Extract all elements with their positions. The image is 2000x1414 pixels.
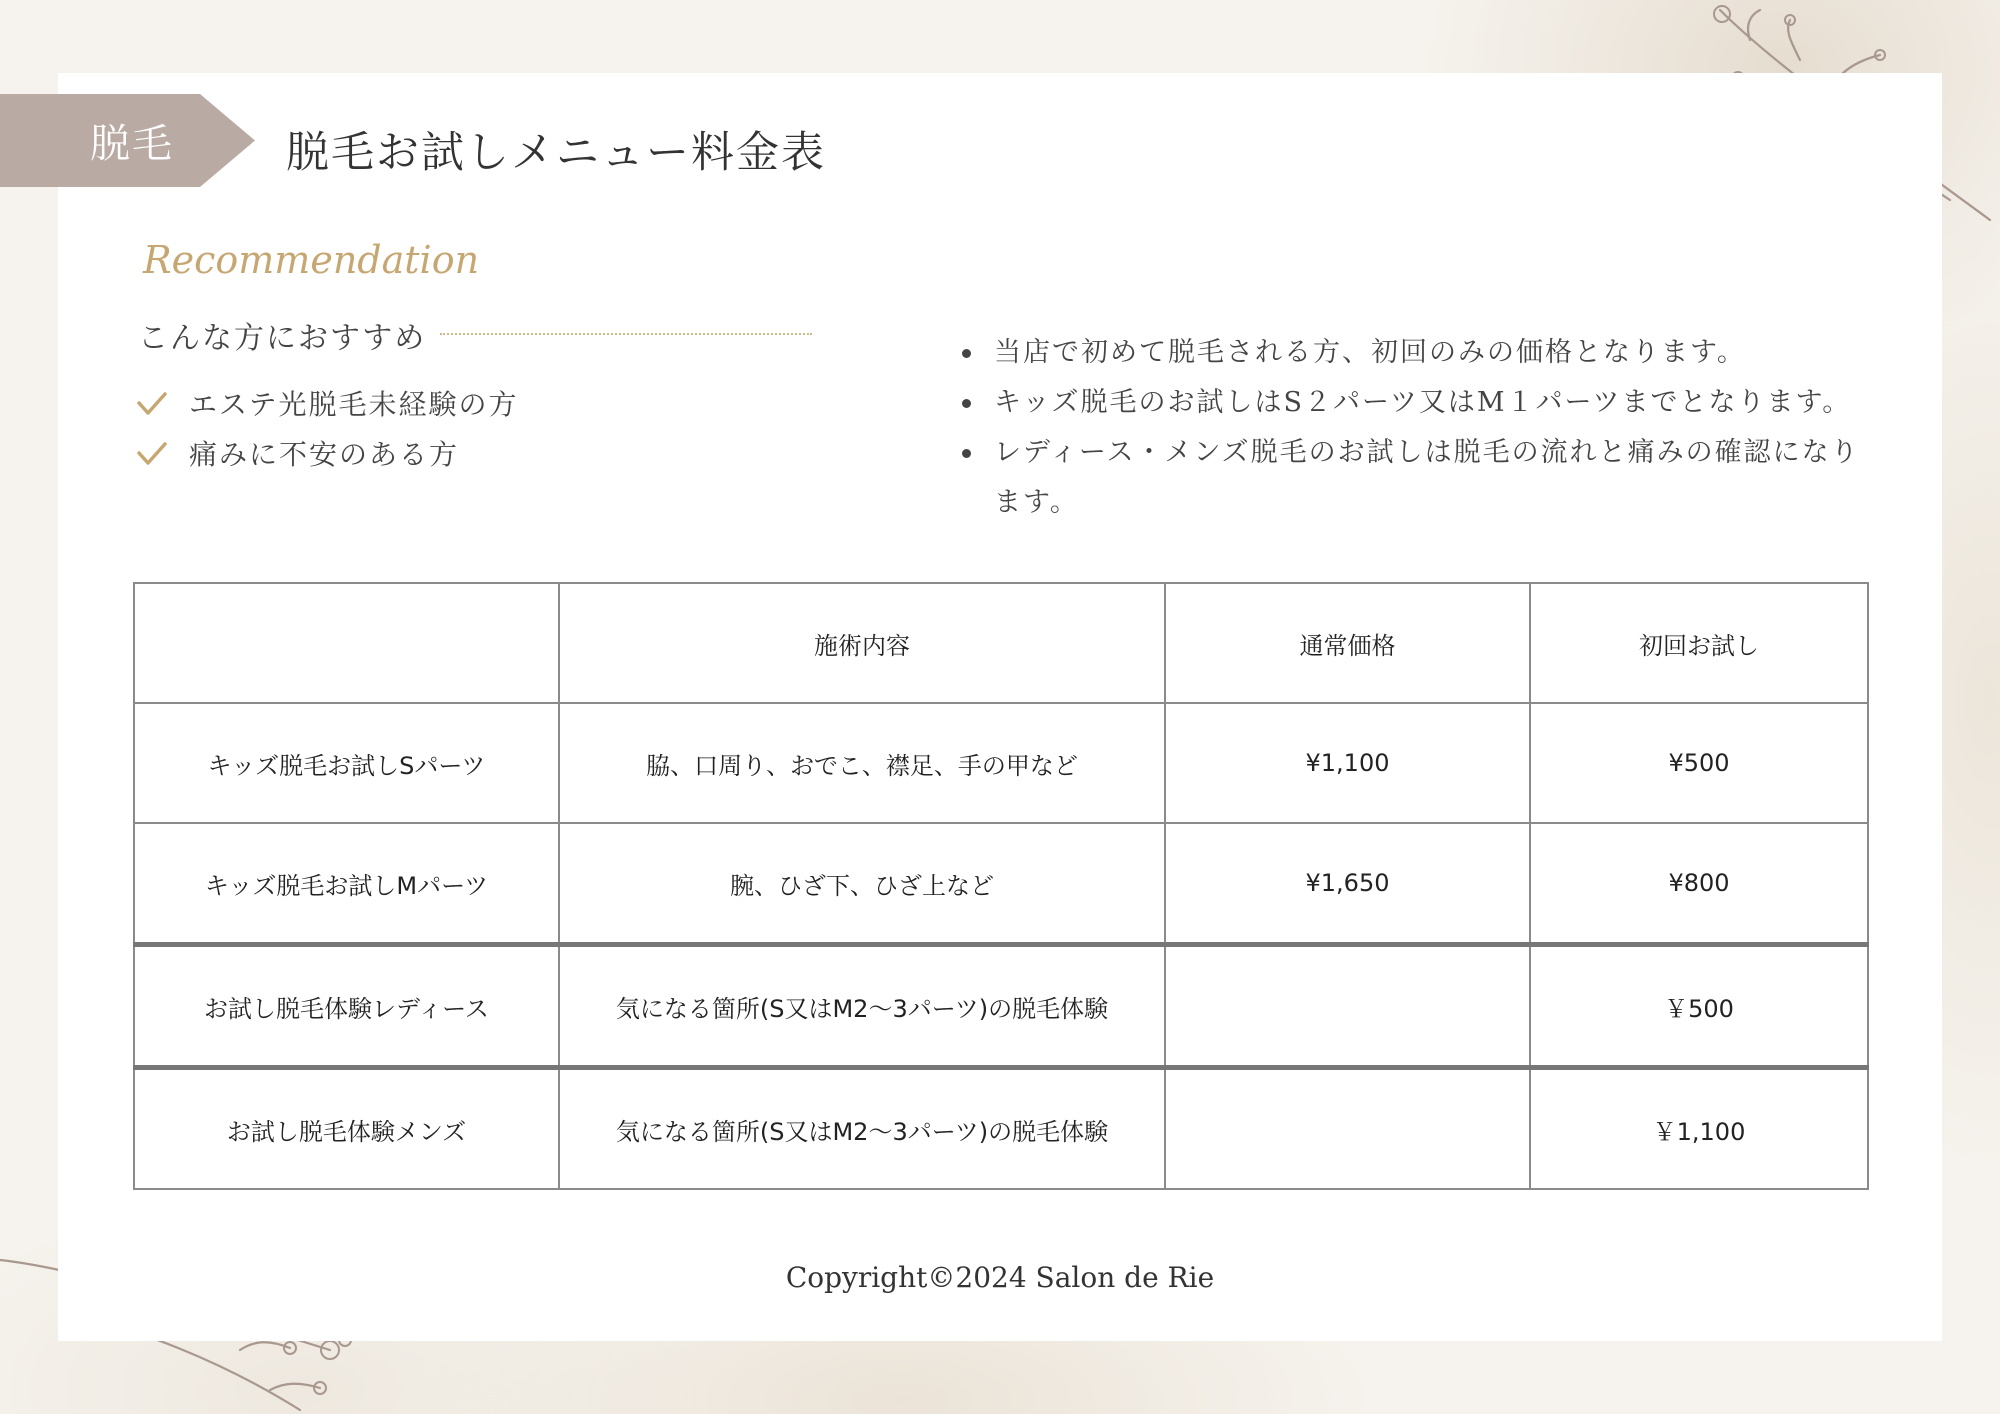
- copyright-text: Copyright©2024 Salon de Rie: [785, 1261, 1215, 1294]
- recommendation-list: [135, 378, 518, 478]
- treatment-cell: 脇、口周り、おでこ、襟足、手の甲など: [559, 703, 1165, 823]
- treatment-cell: 気になる箇所(S又はM2〜3パーツ)の脱毛体験: [559, 945, 1165, 1068]
- menu-name-cell: キッズ脱毛お試しMパーツ: [134, 823, 559, 945]
- check-icon: [135, 386, 169, 420]
- table-row: [134, 1068, 1868, 1190]
- table-header-row: [134, 583, 1868, 703]
- recommendation-item: [135, 428, 518, 478]
- price-table: [133, 582, 1869, 1190]
- page-title: 脱毛お試しメニュー料金表: [286, 128, 826, 178]
- table-row: [134, 703, 1868, 823]
- regular-price-cell: [1165, 1068, 1530, 1190]
- trial-price-cell: ¥500: [1530, 703, 1868, 823]
- table-row: [134, 945, 1868, 1068]
- column-header-menu: [134, 583, 559, 703]
- recommendation-heading: こんな方におすすめ: [138, 321, 427, 356]
- note-item: 当店で初めて脱毛される方、初回のみの価格となります。: [958, 328, 1878, 378]
- trial-price-cell: ￥500: [1530, 945, 1868, 1068]
- treatment-cell: 気になる箇所(S又はM2〜3パーツ)の脱毛体験: [559, 1068, 1165, 1190]
- menu-name-cell: お試し脱毛体験レディース: [134, 945, 559, 1068]
- check-icon: [135, 436, 169, 470]
- regular-price-cell: ¥1,100: [1165, 703, 1530, 823]
- regular-price-cell: [1165, 945, 1530, 1068]
- notes-list: [958, 328, 1878, 528]
- column-header-treatment: 施術内容: [559, 583, 1165, 703]
- regular-price-cell: ¥1,650: [1165, 823, 1530, 945]
- column-header-regular-price: 通常価格: [1165, 583, 1530, 703]
- recommendation-item-label: エステ光脱毛未経験の方: [189, 388, 519, 421]
- dotted-divider: [440, 333, 812, 335]
- trial-price-cell: ¥800: [1530, 823, 1868, 945]
- category-tag-label: 脱毛: [90, 121, 174, 167]
- menu-name-cell: キッズ脱毛お試しSパーツ: [134, 703, 559, 823]
- treatment-cell: 腕、ひざ下、ひざ上など: [559, 823, 1165, 945]
- note-item: レディース・メンズ脱毛のお試しは脱毛の流れと痛みの確認になります。: [958, 428, 1878, 528]
- recommendation-script-heading: Recommendation: [143, 238, 480, 282]
- recommendation-item: [135, 378, 518, 428]
- column-header-trial-price: 初回お試し: [1530, 583, 1868, 703]
- trial-price-cell: ￥1,100: [1530, 1068, 1868, 1190]
- recommendation-item-label: 痛みに不安のある方: [189, 438, 460, 471]
- menu-name-cell: お試し脱毛体験メンズ: [134, 1068, 559, 1190]
- table-row: [134, 823, 1868, 945]
- note-item: キッズ脱毛のお試しはS２パーツ又はM１パーツまでとなります。: [958, 378, 1878, 428]
